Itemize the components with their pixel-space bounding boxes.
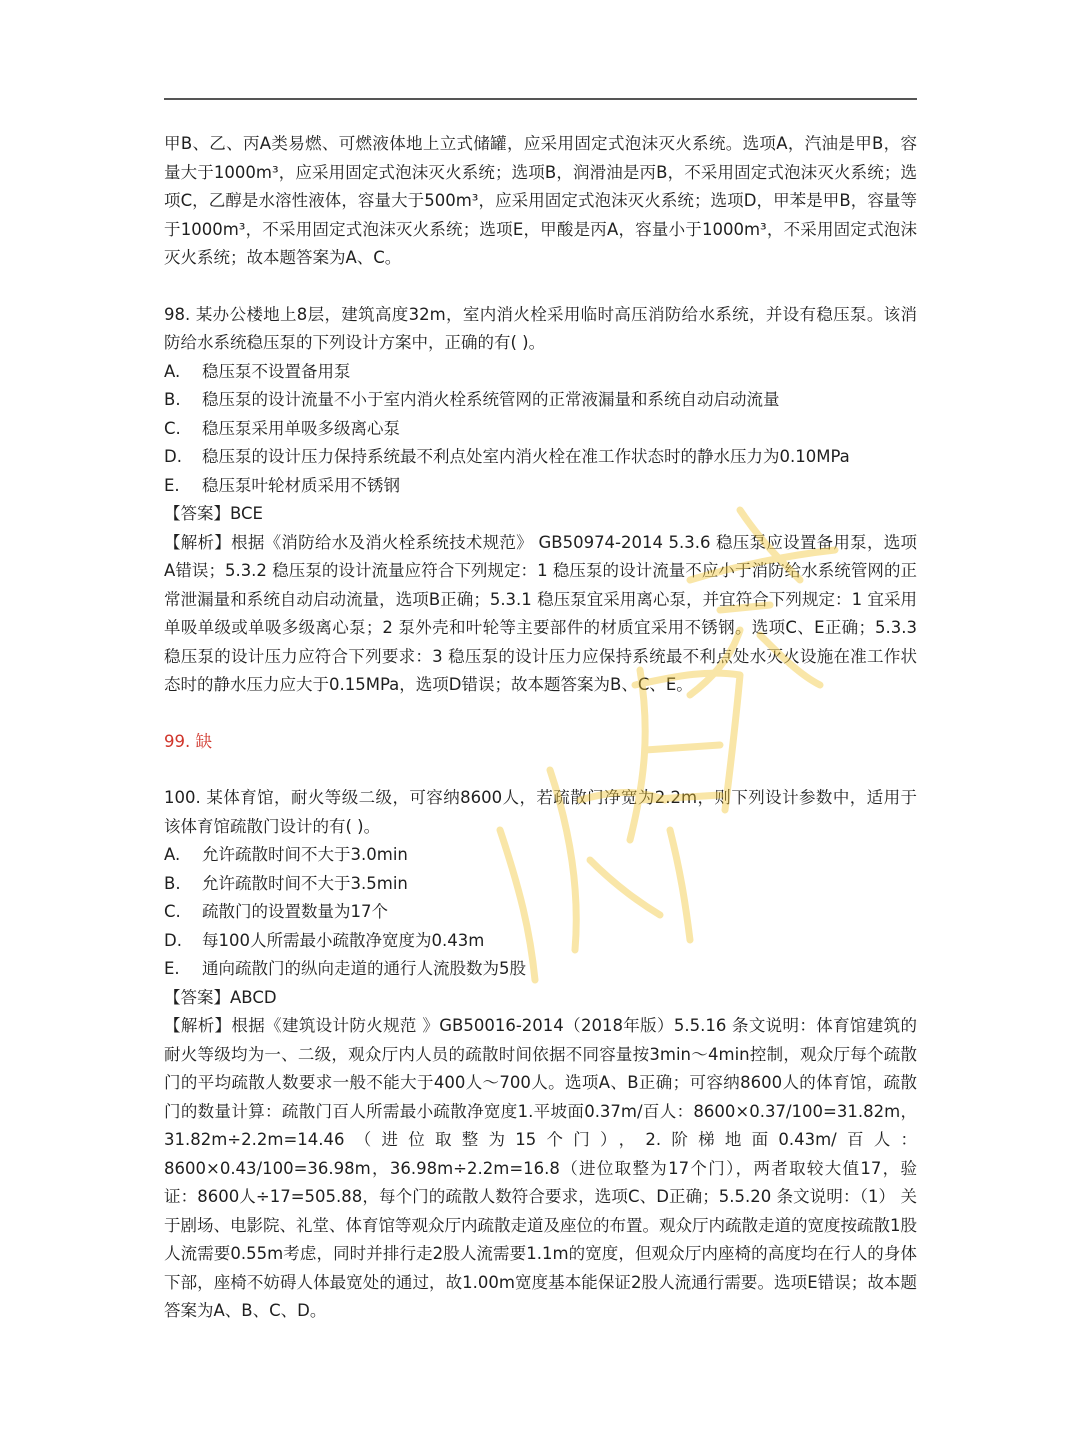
option-b: B. 稳压泵的设计流量不小于室内消火栓系统管网的正常液漏量和系统自动启动流量 bbox=[164, 390, 780, 409]
option-d: D. 稳压泵的设计压力保持系统最不利点处室内消火栓在准工作状态时的静水压力为0.10MPa bbox=[164, 447, 850, 466]
question-99-missing: 99. 缺 bbox=[164, 731, 212, 751]
question-100-analysis: 【解析】根据《建筑设计防火规范 》GB50016-2014（2018年版）5.5.16 条文说明：体育馆建筑的耐火等级均为一、二级，观众厅内人员的疏散时间依据不同容量按3min～4min控制，观众厅每个疏散门的平均疏散人数要求一般不能大于400人～700人。选项A、B正确；可容纳8600人的体育馆，疏散门的数量计算：疏散门百人所需最小疏散净宽度1.平坡面0.37m/百人：8600×0.37/100=31.82m，31.82m÷2.2m=14.46（进位取整为15个门），2.阶梯地面0.43m/百人：8600×0.43/100=36.98m，36.98m÷2.2m=16.8（进位取整为17个门），两者取较大值17，验证：8600人÷17=505.88，每个门的疏散人数符合要求，选项C、D正确；5.5.20 条文说明：（1） 关于剧场、电影院、礼堂、体育馆等观众厅内疏散走道及座位的布置。观众厅内疏散走道的宽度按疏散1股人流需要0.55m考虑，同时并排行走2股人流需要1.1m的宽度，但观众厅内座椅的高度均在行人的身体下部，座椅不妨碍人体最宽处的通过，故1.00m宽度基本能保证2股人流通行需要。选项E错误；故本题答案为A、B、C、D。 bbox=[164, 1016, 917, 1320]
option-a: A. 稳压泵不设置备用泵 bbox=[164, 361, 351, 381]
question-98-answer: 【答案】BCE bbox=[164, 504, 263, 523]
question-98-analysis: 【解析】根据《消防给水及消火栓系统技术规范》 GB50974-2014 5.3.6 稳压泵应设置备用泵，选项A错误；5.3.2 稳压泵的设计流量应符合下列规定：1 稳压泵的设计流量不应小于消防给水系统管网的正常泄漏量和系统自动启动流量，选项B正确；5.3.1 稳压泵宜采用离心泵，并宜符合下列规定：1 宜采用单吸单级或单吸多级离心泵；2 泵外壳和叶轮等主要部件的材质宜采用不锈钢。选项C、E正确；5.3.3 稳压泵的设计压力应符合下列要求：3 稳压泵的设计压力应保持系统最不利点处水灭火设施在准工作状态时的静水压力应大于0.15MPa，选项D错误；故本题答案为B、C、E。 bbox=[164, 532, 917, 694]
question-98 bbox=[164, 301, 917, 700]
option-c: C. 稳压泵采用单吸多级离心泵 bbox=[164, 418, 400, 438]
option-d: D. 每100人所需最小疏散净宽度为0.43m bbox=[164, 930, 485, 950]
option-c: C. 疏散门的设置数量为17个 bbox=[164, 902, 388, 921]
option-e: E. 稳压泵叶轮材质采用不锈钢 bbox=[164, 475, 400, 495]
option-b: B. 允许疏散时间不大于3.5min bbox=[164, 873, 408, 893]
question-100 bbox=[164, 784, 917, 1326]
header-rule bbox=[164, 98, 917, 100]
question-100-stem: 100. 某体育馆，耐火等级二级，可容纳8600人，若疏散门净宽为2.2m，则下列设计参数中，适用于该体育馆疏散门设计的有( )。 bbox=[164, 788, 917, 836]
question-98-stem: 98. 某办公楼地上8层，建筑高度32m，室内消火栓采用临时高压消防给水系统，并设有稳压泵。该消防给水系统稳压泵的下列设计方案中，正确的有( )。 bbox=[164, 304, 917, 352]
option-e: E. 通向疏散门的纵向走道的通行人流股数为5股 bbox=[164, 959, 526, 978]
document-body bbox=[164, 130, 917, 1326]
option-a: A. 允许疏散时间不大于3.0min bbox=[164, 845, 408, 864]
question-100-answer: 【答案】ABCD bbox=[164, 987, 277, 1007]
intro-paragraph: 甲B、乙、丙A类易燃、可燃液体地上立式储罐，应采用固定式泡沫灭火系统。选项A，汽油是甲B，容量大于1000m³，应采用固定式泡沫灭火系统；选项B，润滑油是丙B，不采用固定式泡沫灭火系统；选项C，乙醇是水溶性液体，容量大于500m³，应采用固定式泡沫灭火系统；选项D，甲苯是甲B，容量等于1000m³，不采用固定式泡沫灭火系统；选项E，甲酸是丙A，容量小于1000m³，不采用固定式泡沫灭火系统；故本题答案为A、C。 bbox=[164, 134, 917, 267]
